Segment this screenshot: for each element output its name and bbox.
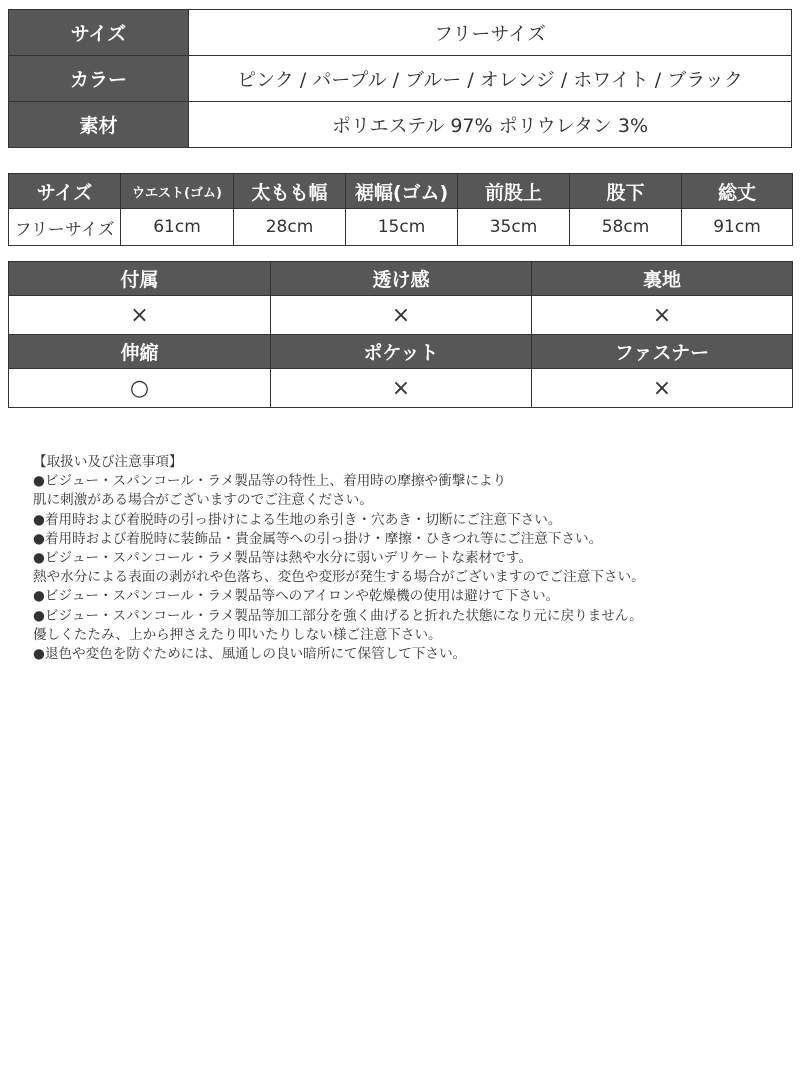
feature-header-pocket: ポケット bbox=[271, 335, 532, 369]
size-header-thigh: 太もも幅 bbox=[234, 174, 346, 209]
feature-value-lining: × bbox=[532, 296, 793, 335]
size-value-hem: 15cm bbox=[346, 209, 458, 246]
feature-value-accessories: × bbox=[9, 296, 271, 335]
spec-table bbox=[8, 9, 792, 148]
care-note-line: ●ビジュー・スパンコール・ラメ製品等へのアイロンや乾燥機の使用は避けて下さい。 bbox=[33, 588, 560, 605]
spec-row-size bbox=[9, 10, 792, 56]
spec-row-material bbox=[9, 102, 792, 148]
spec-label-material: 素材 bbox=[9, 102, 189, 148]
features-header-row-1 bbox=[9, 262, 793, 296]
size-value-size: フリーサイズ bbox=[9, 209, 121, 246]
feature-header-accessories: 付属 bbox=[9, 262, 271, 296]
size-value-front-rise: 35cm bbox=[458, 209, 570, 246]
care-note-line: 優しくたたみ、上から押さえたり叩いたりしない様ご注意下さい。 bbox=[33, 626, 442, 643]
spec-label-color: カラー bbox=[9, 56, 189, 102]
feature-value-sheerness: × bbox=[271, 296, 532, 335]
size-table-header bbox=[9, 174, 793, 209]
care-note-line: 熱や水分による表面の剥がれや色落ち、変色や変形が発生する場合がございますのでご注意下さい。 bbox=[33, 569, 645, 586]
feature-header-lining: 裏地 bbox=[532, 262, 793, 296]
size-table bbox=[8, 173, 793, 246]
spec-value-material: ポリエステル 97% ポリウレタン 3% bbox=[189, 102, 792, 148]
feature-value-pocket: × bbox=[271, 369, 532, 408]
size-value-waist: 61cm bbox=[121, 209, 234, 246]
feature-value-stretch: ○ bbox=[9, 369, 271, 408]
care-note-line: ●着用時および着脱時の引っ掛けによる生地の糸引き・穴あき・切断にご注意下さい。 bbox=[33, 511, 562, 528]
spec-row-color bbox=[9, 56, 792, 102]
size-value-inseam: 58cm bbox=[570, 209, 682, 246]
care-note-line: ●ビジュー・スパンコール・ラメ製品等加工部分を強く曲げると折れた状態になり元に戻りません。 bbox=[33, 607, 643, 624]
features-table bbox=[8, 261, 793, 408]
care-note-line: ●ビジュー・スパンコール・ラメ製品等は熱や水分に弱いデリケートな素材です。 bbox=[33, 550, 532, 567]
size-value-length: 91cm bbox=[682, 209, 793, 246]
feature-value-zipper: × bbox=[532, 369, 793, 408]
care-note-line: ●着用時および着脱時に装飾品・貴金属等への引っ掛け・摩擦・ひきつれ等にご注意下さい。 bbox=[33, 530, 603, 547]
size-header-size: サイズ bbox=[9, 174, 121, 209]
spec-value-size: フリーサイズ bbox=[189, 10, 792, 56]
size-value-thigh: 28cm bbox=[234, 209, 346, 246]
spec-label-size: サイズ bbox=[9, 10, 189, 56]
size-header-hem: 裾幅(ゴム) bbox=[346, 174, 458, 209]
feature-header-stretch: 伸縮 bbox=[9, 335, 271, 369]
features-header-row-2 bbox=[9, 335, 793, 369]
care-notes-heading: 【取扱い及び注意事項】 bbox=[33, 454, 183, 470]
care-notes bbox=[33, 453, 793, 664]
care-note-line: ●ビジュー・スパンコール・ラメ製品等の特性上、着用時の摩擦や衝撃により bbox=[33, 473, 507, 490]
size-header-inseam: 股下 bbox=[570, 174, 682, 209]
table-row bbox=[9, 209, 793, 246]
care-note-line: ●退色や変色を防ぐためには、風通しの良い暗所にて保管して下さい。 bbox=[33, 646, 467, 663]
size-header-front-rise: 前股上 bbox=[458, 174, 570, 209]
care-note-line: 肌に刺激がある場合がございますのでご注意ください。 bbox=[33, 492, 373, 509]
size-header-waist: ウエスト(ゴム) bbox=[121, 174, 234, 209]
features-value-row-1 bbox=[9, 296, 793, 335]
features-value-row-2 bbox=[9, 369, 793, 408]
size-header-length: 総丈 bbox=[682, 174, 793, 209]
feature-header-zipper: ファスナー bbox=[532, 335, 793, 369]
feature-header-sheerness: 透け感 bbox=[271, 262, 532, 296]
spec-value-color: ピンク / パープル / ブルー / オレンジ / ホワイト / ブラック bbox=[189, 56, 792, 102]
